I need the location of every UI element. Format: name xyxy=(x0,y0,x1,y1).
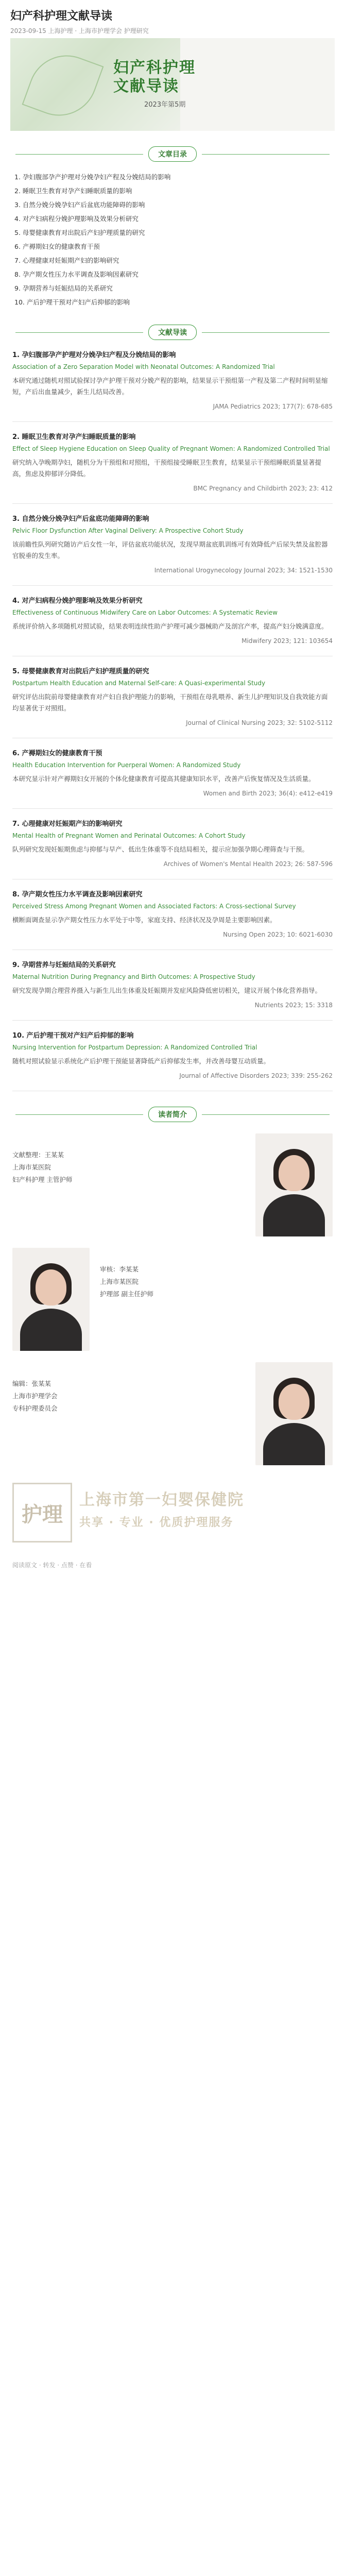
avatar-face xyxy=(36,1269,66,1306)
footer-subtitle: 共享 · 专业 · 优质护理服务 xyxy=(79,1516,234,1529)
article-entry-title: 10. 产后护理干预对产妇产后抑郁的影响 xyxy=(12,1032,134,1040)
article-entry xyxy=(12,431,333,494)
article-entry-title: 8. 孕产期女性压力水平调查及影响因素研究 xyxy=(12,891,143,899)
article-entry xyxy=(12,818,333,870)
editor-heading xyxy=(10,1107,335,1122)
divider-line xyxy=(15,332,143,333)
divider-line xyxy=(15,1114,143,1115)
article-entry-title: 9. 孕期营养与妊娠结局的关系研究 xyxy=(12,961,116,969)
catalog-item[interactable]: 8. 孕产期女性压力水平调查及影响因素研究 xyxy=(14,270,139,278)
article-entry-english-title: Nursing Intervention for Postpartum Depression: A Randomized Controlled Trial xyxy=(12,1044,257,1051)
article-entry-source: Nutrients 2023; 15: 3318 xyxy=(254,1002,333,1009)
article-divider xyxy=(12,1020,333,1021)
articles-heading xyxy=(10,325,335,340)
article-entry-english-title: Mental Health of Pregnant Women and Perinatal Outcomes: A Cohort Study xyxy=(12,832,246,839)
article-entry-summary: 随机对照试验显示系统化产后护理干预能显著降低产后抑郁发生率，并改善母婴互动质量。 xyxy=(12,1057,270,1065)
avatar-body xyxy=(263,1194,325,1236)
article-entry-source: JAMA Pediatrics 2023; 177(7): 678-685 xyxy=(213,403,333,410)
editor-text: 审核：李某某 上海市某医院 护理部 副主任护师 xyxy=(100,1265,153,1298)
hospital-logo: 护理 xyxy=(12,1483,72,1543)
article-entry xyxy=(12,595,333,647)
article-entry-title: 1. 孕妇腹部孕产护理对分娩孕妇产程及分娩结局的影响 xyxy=(12,351,176,359)
avatar-face xyxy=(279,1155,309,1191)
article-divider xyxy=(12,421,333,422)
article-entry-summary: 研究发现孕期合理营养摄入与新生儿出生体重及妊娠期并发症风险降低密切相关，建议开展个体化营养指导。 xyxy=(12,987,322,994)
divider-line xyxy=(202,154,330,155)
article-entry xyxy=(12,513,333,576)
catalog-label: 文章目录 xyxy=(148,146,197,162)
editor-text: 编辑：张某某 上海市护理学会 专科护理委员会 xyxy=(12,1380,58,1412)
footer-brand xyxy=(12,1478,333,1555)
editor-text: 文献整理：王某某 上海市某医院 妇产科护理 主管护师 xyxy=(12,1151,73,1183)
article-entry-english-title: Effect of Sleep Hygiene Education on Sleep Quality of Pregnant Women: A Randomized Controlled Trial xyxy=(12,445,330,452)
editor-card-3 xyxy=(12,1362,333,1465)
articles-label: 文献导读 xyxy=(148,325,197,340)
editor-label: 读者简介 xyxy=(148,1107,197,1122)
editor-card-1 xyxy=(12,1133,333,1236)
article-entry-source: Journal of Affective Disorders 2023; 339: 255-262 xyxy=(179,1072,333,1079)
article-title: 妇产科护理文献导读 xyxy=(10,10,113,23)
article-entry-source: Nursing Open 2023; 10: 6021-6030 xyxy=(223,931,333,938)
article-entry-english-title: Maternal Nutrition During Pregnancy and Birth Outcomes: A Prospective Study xyxy=(12,973,255,980)
article-entry-title: 7. 心理健康对妊娠期产妇的影响研究 xyxy=(12,820,123,828)
article-entry-title: 6. 产褥期妇女的健康教育干预 xyxy=(12,750,102,757)
article-header xyxy=(0,0,345,38)
catalog-item[interactable]: 9. 孕期营养与妊娠结局的关系研究 xyxy=(14,284,113,292)
avatar-body xyxy=(20,1309,82,1351)
article-entry xyxy=(12,666,333,728)
article-entry-summary: 队列研究发现妊娠期焦虑与抑郁与早产、低出生体重等不良结局相关，提示应加强孕期心理筛查与干预。 xyxy=(12,845,309,853)
article-entry-title: 3. 自然分娩分娩孕妇产后盆底功能障碍的影响 xyxy=(12,515,149,523)
banner-subtitle: 2023年第5期 xyxy=(144,101,186,109)
article-entry-summary: 本研究显示针对产褥期妇女开展的个体化健康教育可提高其健康知识水平，改善产后恢复情况及生活质量。 xyxy=(12,775,315,783)
catalog-item[interactable]: 4. 对产妇病程分娩护理影响及效果分析研究 xyxy=(14,215,139,223)
catalog-item[interactable]: 1. 孕妇腹部孕产护理对分娩孕妇产程及分娩结局的影响 xyxy=(14,173,171,181)
article-entry-summary: 横断面调查显示孕产期女性压力水平处于中等，家庭支持、经济状况及孕周是主要影响因素。 xyxy=(12,916,277,924)
article-entry-summary: 研究评估出院前母婴健康教育对产妇自我护理能力的影响，干预组在母乳喂养、新生儿护理知识及自我效能方面均显著优于对照组。 xyxy=(12,693,328,712)
footer-title: 上海市第一妇婴保健院 xyxy=(79,1491,244,1509)
article-entry-title: 2. 睡眠卫生教育对孕产妇睡眠质量的影响 xyxy=(12,433,136,441)
divider-line xyxy=(202,1114,330,1115)
catalog-item[interactable]: 7. 心理健康对妊娠期产妇的影响研究 xyxy=(14,257,119,264)
catalog-item[interactable]: 10. 产后护理干预对产妇产后抑郁的影响 xyxy=(14,298,130,306)
article-entry-summary: 该前瞻性队列研究随访产后女性一年，评估盆底功能状况，发现早期盆底肌训练可有效降低产后尿失禁及盆腔器官脱垂的发生率。 xyxy=(12,540,328,560)
avatar-body xyxy=(263,1423,325,1465)
catalog-list xyxy=(14,170,331,309)
article-entry-source: Archives of Women's Mental Health 2023; 26: 587-596 xyxy=(163,860,333,868)
article-divider xyxy=(12,808,333,809)
editor-card-2 xyxy=(12,1248,333,1351)
article-entry-english-title: Health Education Intervention for Puerperal Women: A Randomized Study xyxy=(12,761,241,769)
article-divider xyxy=(12,503,333,504)
article-entry xyxy=(12,889,333,940)
divider-line xyxy=(15,154,143,155)
cover-banner xyxy=(10,38,335,131)
catalog-item[interactable]: 6. 产褥期妇女的健康教育干预 xyxy=(14,243,100,250)
article-entry xyxy=(12,959,333,1011)
article-entry-english-title: Association of a Zero Separation Model with Neonatal Outcomes: A Randomized Trial xyxy=(12,363,275,370)
article-entry-source: International Urogynecology Journal 2023; 34: 1521-1530 xyxy=(154,567,333,574)
article-entry-source: BMC Pregnancy and Childbirth 2023; 23: 412 xyxy=(193,485,333,492)
article-entry xyxy=(12,748,333,799)
article-entry-english-title: Effectiveness of Continuous Midwifery Care on Labor Outcomes: A Systematic Review xyxy=(12,609,278,616)
article-entry xyxy=(12,349,333,412)
catalog-heading xyxy=(10,146,335,162)
article-entry-english-title: Postpartum Health Education and Maternal Self-care: A Quasi-experimental Study xyxy=(12,680,266,687)
article-meta: 2023-09-15 上海护理 · 上海市护理学会 护理研究 xyxy=(10,27,149,35)
article-entry-source: Journal of Clinical Nursing 2023; 32: 5102-5112 xyxy=(186,719,333,726)
article-entry-title: 5. 母婴健康教育对出院后产妇护理质量的研究 xyxy=(12,668,149,675)
article-entry-source: Midwifery 2023; 121: 103654 xyxy=(242,637,333,645)
article-divider xyxy=(12,585,333,586)
article-entry-source: Women and Birth 2023; 36(4): e412-e419 xyxy=(203,790,333,797)
article-entry xyxy=(12,1030,333,1081)
editor-photo xyxy=(12,1248,90,1351)
catalog-item[interactable]: 2. 睡眠卫生教育对孕产妇睡眠质量的影响 xyxy=(14,187,132,195)
article-entry-summary: 系统评价纳入多项随机对照试验，结果表明连续性助产护理可减少器械助产及剖宫产率，提高产妇分娩满意度。 xyxy=(12,622,328,630)
articles-list xyxy=(0,349,345,1091)
article-entry-title: 4. 对产妇病程分娩护理影响及效果分析研究 xyxy=(12,597,143,605)
editor-photo xyxy=(255,1133,333,1236)
editor-photo xyxy=(255,1362,333,1465)
banner-title: 妇产科护理 文献导读 xyxy=(113,59,196,95)
article-entry-english-title: Pelvic Floor Dysfunction After Vaginal Delivery: A Prospective Cohort Study xyxy=(12,527,244,534)
footer-actions[interactable]: 阅读原文 · 转发 · 点赞 · 在看 xyxy=(12,1562,92,1569)
article-entry-summary: 本研究通过随机对照试验探讨孕产护理干预对分娩产程的影响，结果显示干预组第一产程及第二产程时间明显缩短，产后出血量减少，新生儿结局改善。 xyxy=(12,377,328,396)
divider-line xyxy=(202,332,330,333)
article-entry-summary: 研究纳入孕晚期孕妇，随机分为干预组和对照组，干预组接受睡眠卫生教育，结果显示干预组睡眠质量显著提高，焦虑及抑郁评分降低。 xyxy=(12,459,322,478)
avatar-face xyxy=(279,1384,309,1420)
catalog-item[interactable]: 3. 自然分娩分娩孕妇产后盆底功能障碍的影响 xyxy=(14,201,145,209)
catalog-item[interactable]: 5. 母婴健康教育对出院后产妇护理质量的研究 xyxy=(14,229,145,236)
article-entry-english-title: Perceived Stress Among Pregnant Women and Associated Factors: A Cross-sectional Survey xyxy=(12,903,296,910)
